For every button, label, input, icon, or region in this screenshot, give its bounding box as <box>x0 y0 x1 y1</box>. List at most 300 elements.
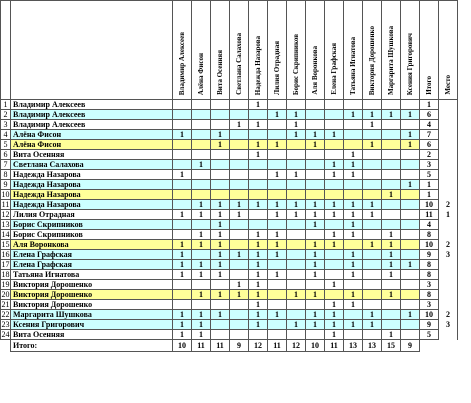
row-place <box>439 330 458 340</box>
vote-cell <box>230 130 249 140</box>
vote-cell <box>230 180 249 190</box>
vote-cell <box>211 160 230 170</box>
column-total: 10 <box>306 340 325 352</box>
vote-cell <box>344 130 363 140</box>
vote-cell <box>230 170 249 180</box>
vote-cell: 1 <box>173 260 192 270</box>
vote-cell <box>192 100 211 110</box>
vote-cell <box>268 330 287 340</box>
vote-cell <box>401 160 420 170</box>
vote-cell: 1 <box>287 110 306 120</box>
vote-cell <box>192 150 211 160</box>
vote-cell <box>325 180 344 190</box>
row-name: Алёна Фисон <box>11 130 173 140</box>
row-total: 3 <box>420 300 439 310</box>
column-header <box>401 1 420 100</box>
vote-cell <box>230 160 249 170</box>
vote-cell <box>344 280 363 290</box>
vote-cell <box>363 160 382 170</box>
vote-cell: 1 <box>211 310 230 320</box>
vote-cell <box>306 120 325 130</box>
vote-cell <box>382 210 401 220</box>
vote-cell <box>249 220 268 230</box>
row-name: Аля Воронкова <box>11 240 173 250</box>
vote-cell: 1 <box>306 260 325 270</box>
vote-cell <box>401 320 420 330</box>
vote-cell <box>230 300 249 310</box>
vote-cell: 1 <box>363 210 382 220</box>
column-header <box>192 1 211 100</box>
vote-cell <box>401 210 420 220</box>
row-total: 6 <box>420 110 439 120</box>
row-place: 2 <box>439 240 458 250</box>
vote-cell: 1 <box>230 210 249 220</box>
row-name: Владимир Алексеев <box>11 110 173 120</box>
vote-cell <box>249 160 268 170</box>
vote-cell <box>382 160 401 170</box>
row-total: 11 <box>420 210 439 220</box>
vote-cell <box>230 100 249 110</box>
vote-cell <box>249 210 268 220</box>
vote-cell <box>230 240 249 250</box>
vote-cell: 1 <box>306 320 325 330</box>
vote-cell <box>249 180 268 190</box>
vote-cell: 1 <box>306 310 325 320</box>
row-place <box>439 260 458 270</box>
row-place <box>439 180 458 190</box>
vote-cell <box>173 190 192 200</box>
vote-cell <box>173 110 192 120</box>
table-row <box>1 230 458 240</box>
row-place <box>439 230 458 240</box>
vote-cell: 1 <box>211 200 230 210</box>
vote-cell <box>192 180 211 190</box>
vote-cell <box>401 170 420 180</box>
table-row <box>1 150 458 160</box>
row-number: 9 <box>1 180 11 190</box>
vote-cell <box>363 330 382 340</box>
vote-cell <box>287 330 306 340</box>
table-row <box>1 310 458 320</box>
vote-cell: 1 <box>306 270 325 280</box>
vote-cell <box>211 120 230 130</box>
vote-cell <box>268 150 287 160</box>
vote-cell: 1 <box>382 240 401 250</box>
row-name: Алёна Фисон <box>11 140 173 150</box>
row-number: 3 <box>1 120 11 130</box>
vote-cell <box>325 140 344 150</box>
vote-cell <box>401 200 420 210</box>
vote-cell: 1 <box>192 310 211 320</box>
vote-cell <box>325 260 344 270</box>
vote-cell <box>211 110 230 120</box>
vote-cell: 1 <box>287 170 306 180</box>
row-number: 18 <box>1 270 10 279</box>
table-row <box>1 200 458 210</box>
column-header <box>173 1 192 100</box>
vote-cell: 1 <box>249 270 268 280</box>
vote-cell <box>306 100 325 110</box>
vote-cell <box>173 140 192 150</box>
vote-cell: 1 <box>344 230 363 240</box>
vote-cell <box>173 230 192 240</box>
row-number: 6 <box>1 150 11 160</box>
vote-cell <box>344 140 363 150</box>
vote-cell <box>344 190 363 200</box>
vote-cell <box>287 240 306 250</box>
vote-cell <box>306 150 325 160</box>
corner-cell <box>1 1 11 100</box>
vote-cell <box>306 190 325 200</box>
vote-cell: 1 <box>268 140 287 150</box>
vote-cell <box>382 150 401 160</box>
vote-cell: 1 <box>344 260 363 270</box>
column-total: 13 <box>363 340 382 352</box>
vote-cell: 1 <box>173 130 192 140</box>
vote-cell: 1 <box>401 180 420 190</box>
table-row <box>1 120 458 130</box>
column-header-label: Владимир Алексеев <box>177 31 186 95</box>
column-total: 12 <box>249 340 268 352</box>
vote-cell <box>287 140 306 150</box>
vote-cell <box>230 230 249 240</box>
vote-cell: 1 <box>382 250 401 260</box>
row-number: 24 <box>1 330 10 339</box>
row-total: 10 <box>420 310 439 320</box>
vote-cell <box>325 270 344 280</box>
vote-cell <box>230 310 249 320</box>
table-row <box>1 280 458 290</box>
vote-cell <box>268 220 287 230</box>
vote-cell <box>382 140 401 150</box>
vote-cell <box>249 130 268 140</box>
vote-cell <box>173 200 192 210</box>
vote-cell: 1 <box>382 190 401 200</box>
vote-cell: 1 <box>268 170 287 180</box>
vote-cell <box>382 180 401 190</box>
vote-cell: 1 <box>382 110 401 120</box>
vote-cell <box>363 150 382 160</box>
vote-cell <box>287 220 306 230</box>
column-header-label: Маргарита Шушкова <box>386 25 395 95</box>
vote-cell: 1 <box>211 250 230 260</box>
vote-cell: 1 <box>230 290 249 300</box>
row-name: Татьяна Игнатова <box>11 270 173 280</box>
row-name: Надежда Назарова <box>11 180 173 190</box>
vote-cell: 1 <box>211 240 230 250</box>
vote-cell: 1 <box>325 130 344 140</box>
vote-cell: 1 <box>325 300 344 310</box>
vote-cell <box>287 230 306 240</box>
vote-cell: 1 <box>306 140 325 150</box>
row-name: Надежда Назарова <box>11 170 173 180</box>
row-number: 1 <box>1 100 11 110</box>
column-header <box>230 1 249 100</box>
vote-cell: 1 <box>173 240 192 250</box>
row-place: 1 <box>439 210 458 220</box>
row-number: 16 <box>1 250 10 259</box>
vote-cell: 1 <box>192 200 211 210</box>
table-row <box>1 210 458 220</box>
vote-cell: 1 <box>287 290 306 300</box>
row-name: Виктория Дорошенко <box>11 280 173 290</box>
vote-cell <box>268 260 287 270</box>
row-number: 10 <box>1 190 10 199</box>
vote-cell: 1 <box>325 280 344 290</box>
vote-cell: 1 <box>173 210 192 220</box>
vote-cell: 1 <box>401 260 420 270</box>
row-place: 3 <box>439 320 458 330</box>
vote-cell: 1 <box>287 210 306 220</box>
vote-cell <box>306 110 325 120</box>
vote-cell <box>363 220 382 230</box>
vote-cell <box>344 330 363 340</box>
vote-cell: 1 <box>249 310 268 320</box>
vote-cell <box>363 170 382 180</box>
row-name: Борис Скрипников <box>11 230 173 240</box>
vote-cell <box>344 120 363 130</box>
vote-cell <box>230 190 249 200</box>
vote-cell <box>230 140 249 150</box>
vote-cell: 1 <box>363 140 382 150</box>
row-name: Надежда Назарова <box>11 200 173 210</box>
vote-cell <box>287 250 306 260</box>
vote-cell <box>268 100 287 110</box>
vote-cell <box>382 120 401 130</box>
vote-cell: 1 <box>211 210 230 220</box>
row-number: 7 <box>1 160 11 170</box>
row-place <box>439 110 458 120</box>
vote-cell <box>249 330 268 340</box>
vote-cell <box>344 310 363 320</box>
vote-cell <box>401 150 420 160</box>
vote-cell: 1 <box>268 270 287 280</box>
vote-cell: 1 <box>363 110 382 120</box>
row-place: 2 <box>439 310 458 320</box>
vote-cell: 1 <box>325 330 344 340</box>
vote-cell: 1 <box>268 210 287 220</box>
table-row <box>1 160 458 170</box>
vote-cell <box>401 240 420 250</box>
footer-blank <box>1 340 11 352</box>
vote-cell: 1 <box>192 270 211 280</box>
table-row <box>1 190 458 200</box>
column-header-label: Лилия Отрадная <box>272 41 281 95</box>
vote-cell: 1 <box>306 210 325 220</box>
vote-cell <box>325 110 344 120</box>
vote-cell <box>325 190 344 200</box>
vote-cell: 1 <box>249 140 268 150</box>
row-number: 19 <box>1 280 10 289</box>
vote-cell: 1 <box>325 210 344 220</box>
table-row <box>1 260 458 270</box>
vote-cell <box>268 280 287 290</box>
vote-cell: 1 <box>401 140 420 150</box>
vote-cell <box>382 200 401 210</box>
vote-cell <box>363 270 382 280</box>
vote-cell <box>363 190 382 200</box>
table-row <box>1 180 458 190</box>
vote-cell: 1 <box>344 300 363 310</box>
vote-cell <box>211 180 230 190</box>
vote-cell: 1 <box>268 110 287 120</box>
vote-cell: 1 <box>192 230 211 240</box>
column-header-label: Елена Графская <box>329 43 338 95</box>
row-total: 6 <box>420 140 439 150</box>
vote-cell: 1 <box>211 260 230 270</box>
row-name: Надежда Назарова <box>11 190 173 200</box>
vote-cell <box>268 180 287 190</box>
vote-cell: 1 <box>173 310 192 320</box>
row-number: 11 <box>1 200 10 209</box>
row-place <box>439 270 458 280</box>
vote-cell <box>325 150 344 160</box>
vote-cell: 1 <box>192 260 211 270</box>
vote-cell <box>306 300 325 310</box>
vote-cell <box>401 220 420 230</box>
row-total: 7 <box>420 130 439 140</box>
vote-cell: 1 <box>230 120 249 130</box>
vote-cell <box>230 330 249 340</box>
vote-cell: 1 <box>230 200 249 210</box>
column-header-label: Надежда Назарова <box>253 35 262 95</box>
vote-cell <box>249 190 268 200</box>
vote-cell <box>268 120 287 130</box>
vote-cell: 1 <box>268 230 287 240</box>
vote-cell <box>173 180 192 190</box>
table-row <box>1 240 458 250</box>
vote-cell <box>249 170 268 180</box>
table-row <box>1 330 458 340</box>
column-total: 15 <box>382 340 401 352</box>
vote-cell <box>401 230 420 240</box>
vote-cell <box>325 290 344 300</box>
vote-cell: 1 <box>192 290 211 300</box>
vote-cell: 1 <box>173 250 192 260</box>
vote-cell <box>192 280 211 290</box>
vote-cell: 1 <box>325 320 344 330</box>
vote-cell: 1 <box>344 270 363 280</box>
vote-cell: 1 <box>363 200 382 210</box>
vote-cell <box>401 280 420 290</box>
vote-cell: 1 <box>211 270 230 280</box>
column-header-label: Алёна Фисон <box>196 52 205 95</box>
vote-cell <box>287 270 306 280</box>
column-header <box>211 1 230 100</box>
vote-cell <box>268 320 287 330</box>
vote-cell <box>268 130 287 140</box>
row-total: 1 <box>420 100 439 110</box>
vote-cell <box>363 260 382 270</box>
vote-cell: 1 <box>249 240 268 250</box>
row-total: 2 <box>420 150 439 160</box>
vote-cell <box>363 280 382 290</box>
vote-cell: 1 <box>325 310 344 320</box>
row-total: 5 <box>420 330 439 340</box>
vote-cell <box>382 130 401 140</box>
vote-cell <box>173 220 192 230</box>
vote-cell <box>401 250 420 260</box>
vote-cell: 1 <box>287 130 306 140</box>
vote-cell <box>173 290 192 300</box>
vote-cell <box>325 250 344 260</box>
vote-cell <box>344 240 363 250</box>
vote-cell: 1 <box>344 320 363 330</box>
column-header-label: Борис Скрипников <box>291 33 300 95</box>
vote-cell: 1 <box>306 290 325 300</box>
vote-cell: 1 <box>173 320 192 330</box>
row-place <box>439 160 458 170</box>
vote-cell <box>306 180 325 190</box>
vote-cell <box>363 300 382 310</box>
row-number: 20 <box>1 290 10 299</box>
table-row <box>1 250 458 260</box>
row-total: 3 <box>420 160 439 170</box>
vote-cell <box>173 300 192 310</box>
vote-cell <box>401 120 420 130</box>
vote-cell: 1 <box>401 130 420 140</box>
vote-cell <box>344 180 363 190</box>
vote-cell <box>173 160 192 170</box>
row-total: 9 <box>420 320 439 330</box>
row-name: Виктория Дорошенко <box>11 290 173 300</box>
vote-cell: 1 <box>344 160 363 170</box>
column-total: 11 <box>192 340 211 352</box>
row-total: 8 <box>420 290 439 300</box>
table-row <box>1 130 458 140</box>
row-name: Владимир Алексеев <box>11 120 173 130</box>
vote-cell <box>363 230 382 240</box>
column-total: 13 <box>344 340 363 352</box>
vote-cell: 1 <box>211 290 230 300</box>
row-total: 10 <box>420 240 439 250</box>
vote-cell <box>211 320 230 330</box>
vote-cell <box>287 160 306 170</box>
footer-label: Итого: <box>11 340 173 352</box>
vote-cell <box>401 300 420 310</box>
vote-cell <box>306 330 325 340</box>
vote-cell <box>268 290 287 300</box>
vote-cell <box>192 110 211 120</box>
table-row <box>1 140 458 150</box>
vote-cell: 1 <box>249 300 268 310</box>
vote-cell: 1 <box>325 160 344 170</box>
row-total: 8 <box>420 270 439 280</box>
table-row <box>1 110 458 120</box>
vote-cell: 1 <box>344 210 363 220</box>
vote-cell: 1 <box>325 240 344 250</box>
vote-cell <box>306 160 325 170</box>
vote-cell: 1 <box>382 260 401 270</box>
vote-cell: 1 <box>192 320 211 330</box>
vote-cell <box>230 320 249 330</box>
row-total: 4 <box>420 220 439 230</box>
vote-cell <box>287 190 306 200</box>
vote-cell <box>287 280 306 290</box>
row-place <box>439 140 458 150</box>
column-header-label: Ксения Григорович <box>405 32 414 95</box>
vote-cell: 1 <box>173 270 192 280</box>
vote-cell: 1 <box>249 230 268 240</box>
vote-cell <box>173 120 192 130</box>
vote-cell: 1 <box>192 240 211 250</box>
vote-cell <box>363 180 382 190</box>
vote-cell: 1 <box>344 200 363 210</box>
row-name: Маргарита Шушкова <box>11 310 173 320</box>
vote-cell: 1 <box>268 240 287 250</box>
vote-cell <box>401 270 420 280</box>
vote-cell: 1 <box>268 310 287 320</box>
